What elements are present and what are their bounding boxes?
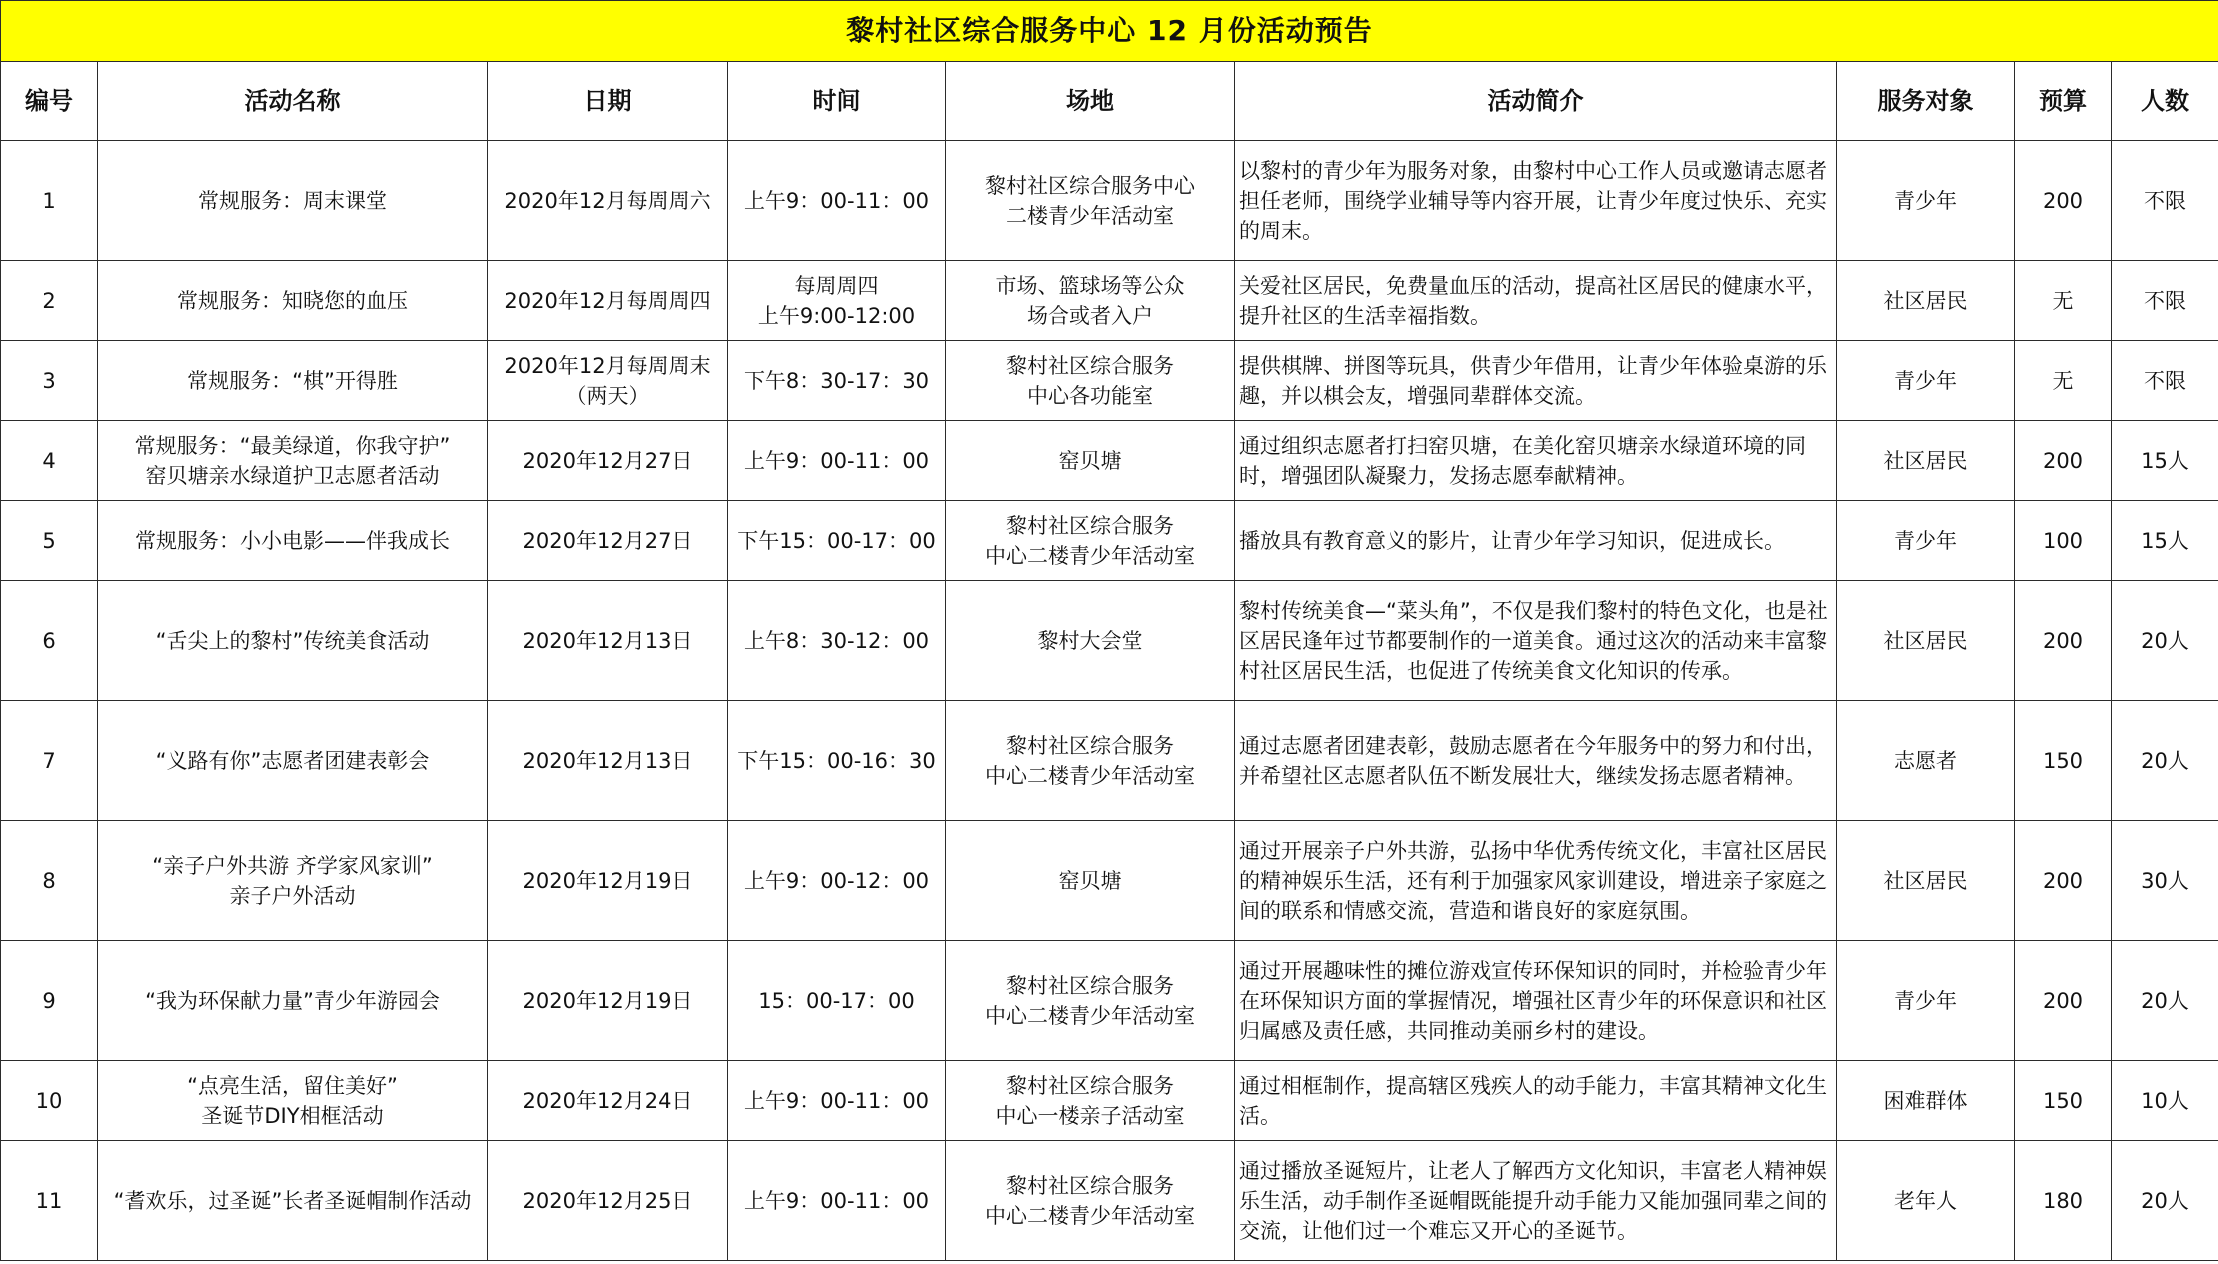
activity-venue-cell: 窑贝塘 (946, 821, 1235, 941)
activity-name-cell: “义路有你”志愿者团建表彰会 (98, 701, 488, 821)
service-target-cell: 困难群体 (1837, 1061, 2015, 1141)
budget-cell: 200 (2015, 581, 2112, 701)
participant-count-cell: 20人 (2112, 581, 2218, 701)
table-row (1, 1061, 2218, 1141)
participant-count-cell: 10人 (2112, 1061, 2218, 1141)
activity-time-cell: 上午9：00-12：00 (728, 821, 946, 941)
activity-time-cell: 每周周四 上午9:00-12:00 (728, 261, 946, 341)
row-number-cell: 2 (1, 261, 98, 341)
column-header-venue: 场地 (946, 62, 1235, 141)
participant-count-cell: 20人 (2112, 701, 2218, 821)
activity-venue-cell: 黎村社区综合服务 中心各功能室 (946, 341, 1235, 421)
activity-date-cell: 2020年12月19日 (488, 821, 728, 941)
table-row (1, 941, 2218, 1061)
activity-intro-cell: 关爱社区居民，免费量血压的活动，提高社区居民的健康水平，提升社区的生活幸福指数。 (1235, 261, 1837, 341)
column-header-number: 编号 (1, 62, 98, 141)
activity-intro-cell: 通过组织志愿者打扫窑贝塘，在美化窑贝塘亲水绿道环境的同时，增强团队凝聚力，发扬志愿奉献精神。 (1235, 421, 1837, 501)
column-header-intro: 活动简介 (1235, 62, 1837, 141)
budget-cell: 无 (2015, 341, 2112, 421)
budget-cell: 100 (2015, 501, 2112, 581)
activity-time-cell: 上午9：00-11：00 (728, 141, 946, 261)
table-row (1, 141, 2218, 261)
budget-cell: 150 (2015, 701, 2112, 821)
activity-name-cell: “点亮生活，留住美好” 圣诞节DIY相框活动 (98, 1061, 488, 1141)
table-row (1, 341, 2218, 421)
column-header-activity-name: 活动名称 (98, 62, 488, 141)
row-number-cell: 7 (1, 701, 98, 821)
activity-venue-cell: 黎村社区综合服务 中心二楼青少年活动室 (946, 1141, 1235, 1261)
row-number-cell: 5 (1, 501, 98, 581)
activity-venue-cell: 黎村社区综合服务 中心二楼青少年活动室 (946, 501, 1235, 581)
table-row (1, 501, 2218, 581)
activity-time-cell: 下午15：00-16：30 (728, 701, 946, 821)
column-header-target: 服务对象 (1837, 62, 2015, 141)
budget-cell: 无 (2015, 261, 2112, 341)
activity-date-cell: 2020年12月19日 (488, 941, 728, 1061)
participant-count-cell: 不限 (2112, 141, 2218, 261)
service-target-cell: 青少年 (1837, 941, 2015, 1061)
activity-time-cell: 下午8：30-17：30 (728, 341, 946, 421)
activity-intro-cell: 黎村传统美食—“菜头角”，不仅是我们黎村的特色文化，也是社区居民逢年过节都要制作的一道美食。通过这次的活动来丰富黎村社区居民生活，也促进了传统美食文化知识的传承。 (1235, 581, 1837, 701)
activity-venue-cell: 黎村社区综合服务 中心二楼青少年活动室 (946, 941, 1235, 1061)
row-number-cell: 4 (1, 421, 98, 501)
row-number-cell: 9 (1, 941, 98, 1061)
column-header-time: 时间 (728, 62, 946, 141)
activity-name-cell: “亲子户外共游 齐学家风家训” 亲子户外活动 (98, 821, 488, 941)
activity-intro-cell: 通过开展亲子户外共游，弘扬中华优秀传统文化，丰富社区居民的精神娱乐生活，还有利于加强家风家训建设，增进亲子家庭之间的联系和情感交流，营造和谐良好的家庭氛围。 (1235, 821, 1837, 941)
service-target-cell: 社区居民 (1837, 581, 2015, 701)
activity-venue-cell: 黎村大会堂 (946, 581, 1235, 701)
activity-intro-cell: 以黎村的青少年为服务对象，由黎村中心工作人员或邀请志愿者担任老师，围绕学业辅导等内容开展，让青少年度过快乐、充实的周末。 (1235, 141, 1837, 261)
activity-venue-cell: 黎村社区综合服务中心 二楼青少年活动室 (946, 141, 1235, 261)
participant-count-cell: 15人 (2112, 501, 2218, 581)
activity-date-cell: 2020年12月每周周末 （两天） (488, 341, 728, 421)
activity-intro-cell: 通过志愿者团建表彰，鼓励志愿者在今年服务中的努力和付出，并希望社区志愿者队伍不断发展壮大，继续发扬志愿者精神。 (1235, 701, 1837, 821)
activity-name-cell: “耆欢乐，过圣诞”长者圣诞帽制作活动 (98, 1141, 488, 1261)
activity-time-cell: 下午15：00-17：00 (728, 501, 946, 581)
activity-time-cell: 上午9：00-11：00 (728, 1061, 946, 1141)
activity-intro-cell: 通过开展趣味性的摊位游戏宣传环保知识的同时，并检验青少年在环保知识方面的掌握情况，增强社区青少年的环保意识和社区归属感及责任感，共同推动美丽乡村的建设。 (1235, 941, 1837, 1061)
table-row (1, 581, 2218, 701)
column-header-people: 人数 (2112, 62, 2218, 141)
activity-venue-cell: 市场、篮球场等公众 场合或者入户 (946, 261, 1235, 341)
activity-intro-cell: 通过相框制作，提高辖区残疾人的动手能力，丰富其精神文化生活。 (1235, 1061, 1837, 1141)
participant-count-cell: 20人 (2112, 1141, 2218, 1261)
activity-date-cell: 2020年12月每周周六 (488, 141, 728, 261)
participant-count-cell: 15人 (2112, 421, 2218, 501)
row-number-cell: 6 (1, 581, 98, 701)
table-row (1, 261, 2218, 341)
budget-cell: 200 (2015, 941, 2112, 1061)
service-target-cell: 社区居民 (1837, 821, 2015, 941)
activity-time-cell: 15：00-17：00 (728, 941, 946, 1061)
table-row (1, 421, 2218, 501)
activity-date-cell: 2020年12月27日 (488, 421, 728, 501)
activity-name-cell: 常规服务：“棋”开得胜 (98, 341, 488, 421)
column-header-budget: 预算 (2015, 62, 2112, 141)
activity-date-cell: 2020年12月13日 (488, 701, 728, 821)
budget-cell: 180 (2015, 1141, 2112, 1261)
row-number-cell: 3 (1, 341, 98, 421)
activity-time-cell: 上午9：00-11：00 (728, 421, 946, 501)
activity-date-cell: 2020年12月24日 (488, 1061, 728, 1141)
budget-cell: 200 (2015, 141, 2112, 261)
activity-name-cell: “舌尖上的黎村”传统美食活动 (98, 581, 488, 701)
column-header-date: 日期 (488, 62, 728, 141)
activity-date-cell: 2020年12月13日 (488, 581, 728, 701)
activity-name-cell: 常规服务：“最美绿道，你我守护” 窑贝塘亲水绿道护卫志愿者活动 (98, 421, 488, 501)
activity-venue-cell: 黎村社区综合服务 中心一楼亲子活动室 (946, 1061, 1235, 1141)
row-number-cell: 8 (1, 821, 98, 941)
activity-date-cell: 2020年12月25日 (488, 1141, 728, 1261)
sheet-title: 黎村社区综合服务中心 12 月份活动预告 (1, 1, 2218, 62)
activity-intro-cell: 提供棋牌、拼图等玩具，供青少年借用，让青少年体验桌游的乐趣，并以棋会友，增强同辈群体交流。 (1235, 341, 1837, 421)
activity-name-cell: “我为环保献力量”青少年游园会 (98, 941, 488, 1061)
activity-intro-cell: 通过播放圣诞短片，让老人了解西方文化知识，丰富老人精神娱乐生活，动手制作圣诞帽既能提升动手能力又能加强同辈之间的交流，让他们过一个难忘又开心的圣诞节。 (1235, 1141, 1837, 1261)
activity-venue-cell: 窑贝塘 (946, 421, 1235, 501)
activity-name-cell: 常规服务：知晓您的血压 (98, 261, 488, 341)
service-target-cell: 老年人 (1837, 1141, 2015, 1261)
activity-time-cell: 上午8：30-12：00 (728, 581, 946, 701)
row-number-cell: 1 (1, 141, 98, 261)
activity-date-cell: 2020年12月每周周四 (488, 261, 728, 341)
service-target-cell: 青少年 (1837, 141, 2015, 261)
budget-cell: 200 (2015, 421, 2112, 501)
service-target-cell: 社区居民 (1837, 421, 2015, 501)
activity-time-cell: 上午9：00-11：00 (728, 1141, 946, 1261)
row-number-cell: 10 (1, 1061, 98, 1141)
budget-cell: 200 (2015, 821, 2112, 941)
participant-count-cell: 不限 (2112, 341, 2218, 421)
header-row (1, 62, 2218, 141)
table-row (1, 1141, 2218, 1261)
activity-intro-cell: 播放具有教育意义的影片，让青少年学习知识，促进成长。 (1235, 501, 1837, 581)
table-row (1, 701, 2218, 821)
participant-count-cell: 不限 (2112, 261, 2218, 341)
service-target-cell: 青少年 (1837, 501, 2015, 581)
activity-venue-cell: 黎村社区综合服务 中心二楼青少年活动室 (946, 701, 1235, 821)
participant-count-cell: 30人 (2112, 821, 2218, 941)
service-target-cell: 青少年 (1837, 341, 2015, 421)
budget-cell: 150 (2015, 1061, 2112, 1141)
service-target-cell: 社区居民 (1837, 261, 2015, 341)
table-row (1, 821, 2218, 941)
row-number-cell: 11 (1, 1141, 98, 1261)
activity-date-cell: 2020年12月27日 (488, 501, 728, 581)
activity-name-cell: 常规服务：周末课堂 (98, 141, 488, 261)
service-target-cell: 志愿者 (1837, 701, 2015, 821)
participant-count-cell: 20人 (2112, 941, 2218, 1061)
activity-name-cell: 常规服务：小小电影——伴我成长 (98, 501, 488, 581)
